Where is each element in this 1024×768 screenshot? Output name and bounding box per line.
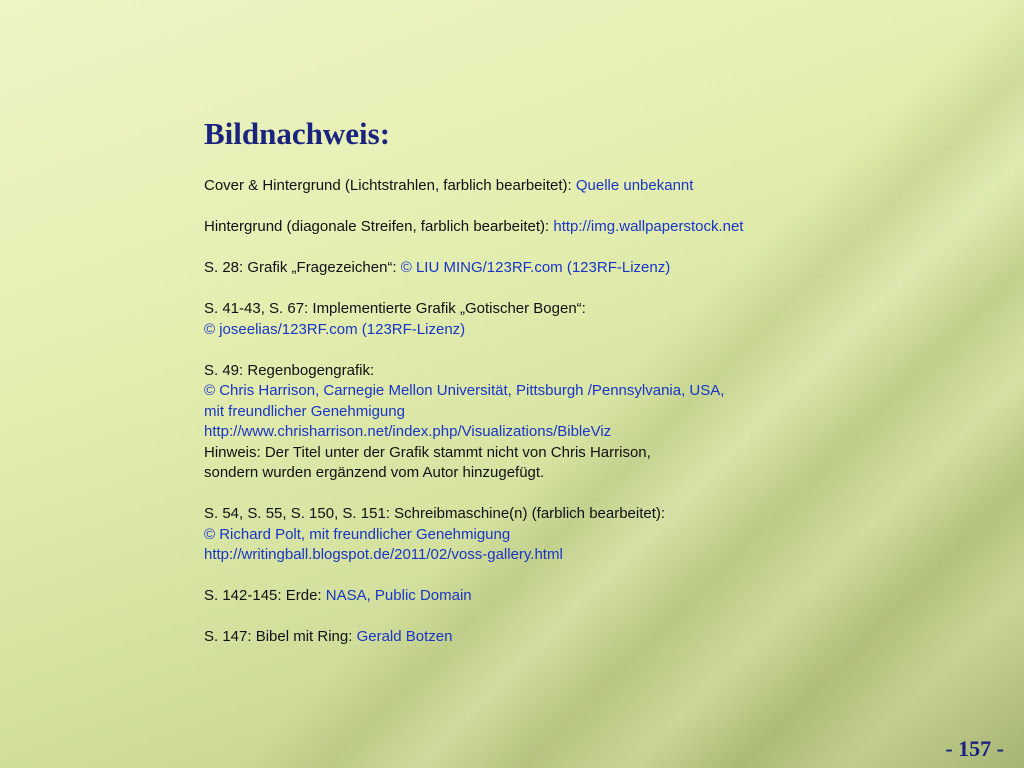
credit-source: Quelle unbekannt	[575, 177, 694, 194]
page-title: Bildnachweis:	[204, 116, 391, 151]
credit-text: S. 41-43, S. 67: Implementierte Grafik „Gotischer Bogen“:	[204, 300, 586, 317]
credit-entry-question-mark	[204, 258, 924, 279]
credit-text: Hintergrund (diagonale Streifen, farblich bearbeitet):	[204, 218, 554, 235]
credit-text: S. 49: Regenbogengrafik:	[204, 361, 375, 379]
page-number: - 157 -	[945, 736, 1004, 761]
credits-list	[204, 176, 924, 668]
credit-link[interactable]: http://www.chrisharrison.net/index.php/Visualizations/BibleViz	[204, 423, 612, 440]
credit-source: © joseelias/123RF.com (123RF-Lizenz)	[204, 320, 466, 338]
credit-entry-earth	[204, 586, 924, 607]
credit-source: NASA, Public Domain	[325, 587, 472, 604]
credit-source: © Chris Harrison, Carnegie Mellon Universität, Pittsburgh /Pennsylvania, USA,	[204, 382, 725, 399]
credit-source: Gerald Botzen	[356, 628, 453, 645]
credit-text: S. 28: Grafik „Fragezeichen“:	[204, 259, 401, 276]
credit-entry-background	[204, 217, 924, 238]
credit-note: sondern wurden ergänzend vom Autor hinzugefügt.	[204, 464, 545, 481]
credit-entry-rainbow	[204, 361, 924, 484]
credit-text: S. 54, S. 55, S. 150, S. 151: Schreibmaschine(n) (farblich bearbeitet):	[204, 505, 666, 522]
credit-entry-bible	[204, 627, 924, 648]
credit-note: Hinweis: Der Titel unter der Grafik stammt nicht von Chris Harrison,	[204, 443, 651, 461]
credit-entry-gothic-arch	[204, 299, 924, 340]
credit-text: Cover & Hintergrund (Lichtstrahlen, farblich bearbeitet):	[204, 177, 576, 194]
credit-text: S. 142-145: Erde:	[204, 587, 326, 604]
credit-permission: mit freundlicher Genehmigung	[204, 402, 405, 420]
credit-text: S. 147: Bibel mit Ring:	[204, 628, 357, 645]
credit-entry-cover	[204, 176, 924, 197]
credit-entry-typewriter	[204, 504, 924, 566]
credit-link[interactable]: http://writingball.blogspot.de/2011/02/voss-gallery.html	[204, 546, 563, 563]
credit-link[interactable]: http://img.wallpaperstock.net	[553, 218, 744, 235]
credit-source: © Richard Polt, mit freundlicher Genehmigung	[204, 525, 511, 543]
credit-source: © LIU MING/123RF.com (123RF-Lizenz)	[400, 259, 671, 276]
